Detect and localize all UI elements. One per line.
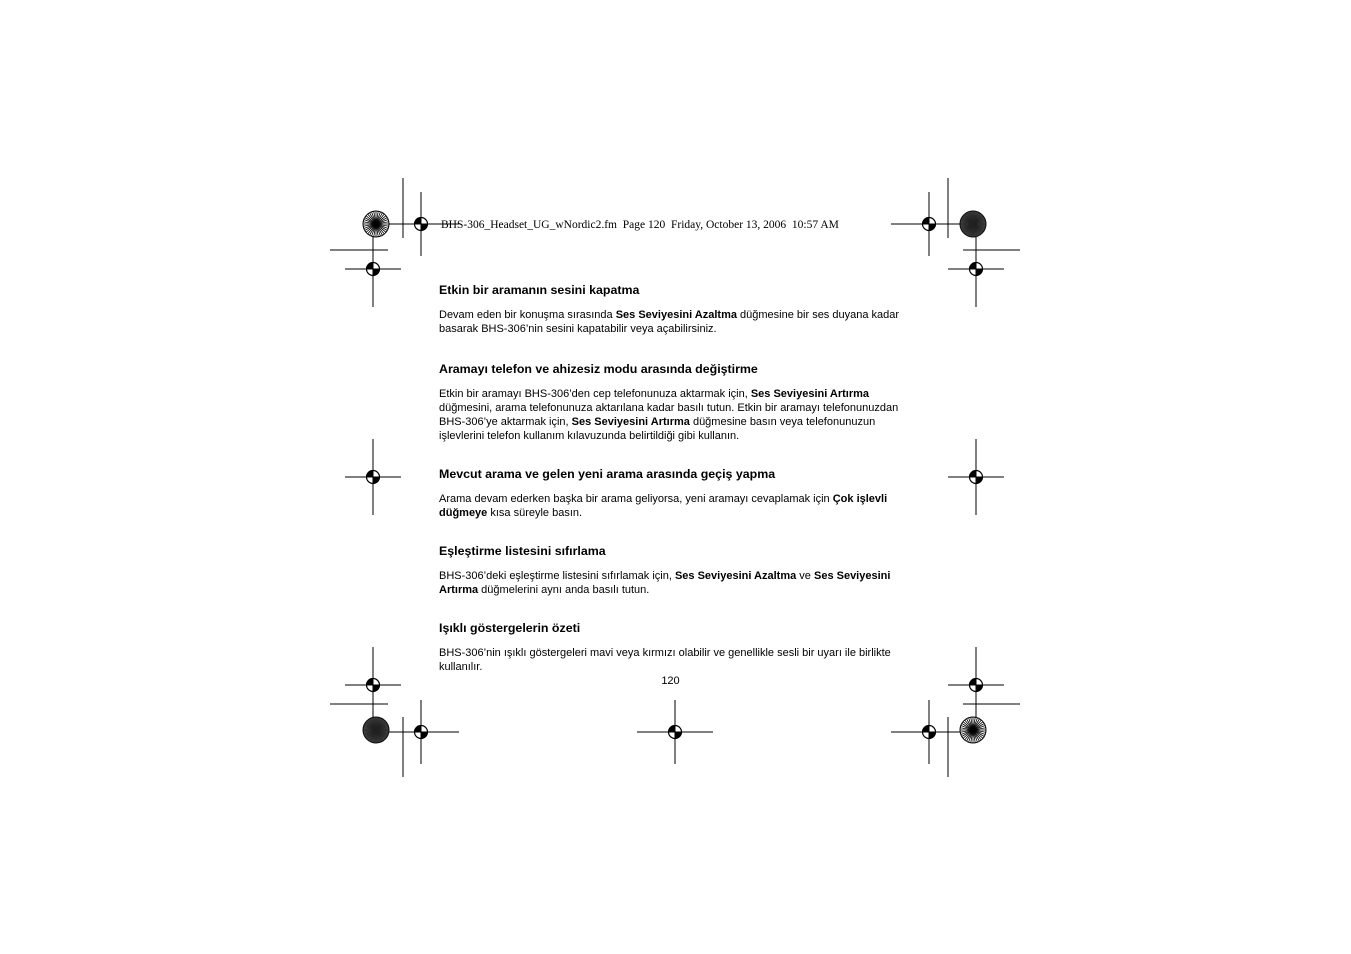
text-run: Arama devam ederken başka bir arama geliyorsa, yeni aramayı cevaplamak için [439,493,833,505]
section-reset-pairing [439,543,904,597]
section-body [439,308,904,336]
text-run: düğmesini, arama telefonunuza aktarılana kadar basılı tutun. Etkin bir aramayı telefonunuzdan BHS-306’ye aktarmak için, [439,402,899,428]
starburst-mark [363,211,389,237]
registration-target [923,218,936,231]
text-run: ve [796,570,814,582]
section-call-waiting [439,466,904,520]
print-header: BHS-306_Headset_UG_wNordic2.fm Page 120 Friday, October 13, 2006 10:57 AM [441,219,839,231]
registration-target [415,726,428,739]
text-run: BHS-306’nin ışıklı göstergeleri mavi veya kırmızı olabilir ve genellikle sesli bir uyarı ile birlikte kullanılır. [439,647,891,673]
registration-target [970,263,983,276]
bold-term: Ses Seviyesini Azaltma [615,309,737,321]
text-run: BHS-306’deki eşleştirme listesini sıfırlamak için, [439,570,675,582]
registration-target [923,726,936,739]
text-run: Etkin bir aramayı BHS-306’den cep telefonunuza aktarmak için, [439,388,751,400]
page-content [439,282,904,697]
section-heading: Etkin bir aramanın sesini kapatma [439,283,640,297]
starburst-mark [960,717,986,743]
registration-target [367,471,380,484]
section-heading: Aramayı telefon ve ahizesiz modu arasında değiştirme [439,362,758,376]
section-switch-mode [439,361,904,443]
bold-term: Ses Seviyesini Azaltma [674,570,797,582]
starburst-mark [960,211,986,237]
section-body [439,492,904,520]
section-body [439,569,904,597]
section-heading: Eşleştirme listesini sıfırlama [439,544,606,558]
bold-term: Ses Seviyesini Artırma [750,388,870,400]
text-run: düğmelerini aynı anda basılı tutun. [478,584,650,596]
registration-target [669,726,682,739]
text-run: Devam eden bir konuşma sırasında [439,309,616,321]
section-heading: Işıklı göstergelerin özeti [439,621,581,635]
registration-target [970,471,983,484]
text-run: düğmesine basın veya telefonunuzun işlevlerini telefon kullanım kılavuzunda belirtildiği gibi kullanın. [439,416,876,442]
section-heading: Mevcut arama ve gelen yeni arama arasında geçiş yapma [439,467,776,481]
registration-target [367,263,380,276]
starburst-mark [363,717,389,743]
text-run: düğmesine bir ses duyana kadar basarak BHS-306’nin sesini kapatabilir veya açabilirsiniz. [439,309,900,335]
section-body [439,387,904,443]
bold-term: Ses Seviyesini Artırma [439,570,891,596]
bold-term: Çok işlevli düğmeye [439,493,888,519]
section-mute-call [439,282,904,336]
text-run: kısa süreyle basın. [487,507,583,519]
section-body [439,646,904,674]
page-number: 120 [661,675,680,687]
bold-term: Ses Seviyesini Artırma [571,416,690,428]
registration-target [415,218,428,231]
section-indicator-summary [439,620,904,674]
